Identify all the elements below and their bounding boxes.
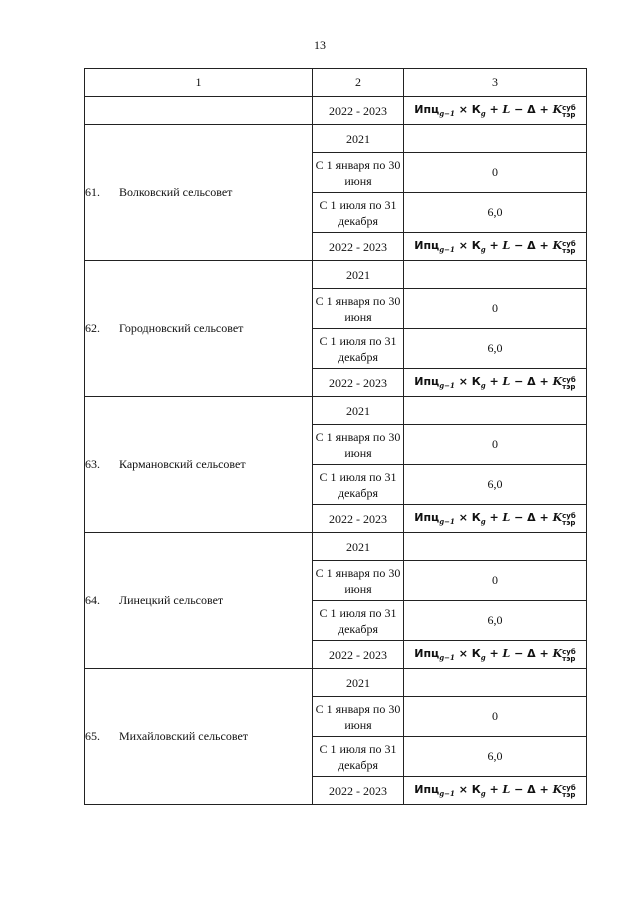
formula-base: Ипц: [414, 239, 440, 252]
section-year-row: [85, 261, 587, 289]
formula-plus-l: + L −: [489, 103, 524, 116]
continued-name-cell: [85, 97, 313, 125]
value-cell: 6,0: [404, 329, 587, 369]
formula-k: К: [471, 783, 481, 796]
formula-times: ×: [458, 103, 468, 116]
formula-plus-l: + L −: [489, 647, 524, 660]
formula-delta: Δ: [527, 783, 536, 796]
formula-kterr: K: [552, 647, 563, 660]
formula-delta: Δ: [527, 511, 536, 524]
section-name: Городновский сельсовет: [119, 321, 244, 335]
empty-cell: [404, 669, 587, 697]
value-cell: 6,0: [404, 465, 587, 505]
formula: [414, 239, 576, 255]
formula-kterr-sup: суб: [562, 784, 576, 792]
formula-plus: +: [539, 103, 549, 116]
formula-k: К: [471, 647, 481, 660]
formula-base: Ипц: [414, 783, 440, 796]
formula-plus: +: [539, 783, 549, 796]
formula-times: ×: [458, 511, 468, 524]
header-row: [85, 69, 587, 97]
formula-base: Ипц: [414, 375, 440, 388]
value-cell: 6,0: [404, 193, 587, 233]
formula-kterr-sup: суб: [562, 512, 576, 520]
section-name-cell: [85, 669, 313, 805]
header-col1: 1: [85, 69, 313, 97]
formula-kterr: K: [552, 783, 563, 796]
section-number: 62.: [85, 321, 100, 335]
section-name-cell: [85, 397, 313, 533]
section-number: 61.: [85, 185, 100, 199]
period-cell: С 1 июля по 31 декабря: [313, 193, 404, 233]
period-cell: С 1 июля по 31 декабря: [313, 737, 404, 777]
section-name-cell: [85, 261, 313, 397]
period-cell: 2021: [313, 397, 404, 425]
formula-base: Ипц: [414, 647, 440, 660]
formula-k: К: [471, 239, 481, 252]
period-cell: С 1 января по 30 июня: [313, 561, 404, 601]
section-year-row: [85, 669, 587, 697]
formula: [414, 783, 576, 799]
empty-cell: [404, 261, 587, 289]
period-cell: 2022 - 2023: [313, 777, 404, 805]
formula-delta: Δ: [527, 647, 536, 660]
formula-kterr-sub: тэр: [562, 791, 576, 799]
section-name-cell: [85, 533, 313, 669]
formula-kterr-sub: тэр: [562, 247, 576, 255]
formula-base: Ипц: [414, 511, 440, 524]
data-table: [84, 68, 587, 805]
formula-plus: +: [539, 239, 549, 252]
value-cell: 0: [404, 697, 587, 737]
formula-base: Ипц: [414, 103, 440, 116]
formula-kterr-sub: тэр: [562, 519, 576, 527]
formula-base-sub: g−1: [439, 109, 455, 118]
formula-cell: [404, 505, 587, 533]
section-year-row: [85, 533, 587, 561]
formula-kterr-sub: тэр: [562, 655, 576, 663]
period-cell: 2021: [313, 669, 404, 697]
formula-kterr: K: [552, 375, 563, 388]
formula-kterr-sub: тэр: [562, 111, 576, 119]
formula-plus-l: + L −: [489, 375, 524, 388]
formula-cell: [404, 777, 587, 805]
section-year-row: [85, 397, 587, 425]
formula-k: К: [471, 103, 481, 116]
formula: [414, 103, 576, 119]
formula-plus: +: [539, 375, 549, 388]
period-cell: 2022 - 2023: [313, 369, 404, 397]
page-number: 13: [314, 38, 326, 52]
formula-kterr-sup: суб: [562, 648, 576, 656]
formula-cell: [404, 641, 587, 669]
formula-k-sub: g: [480, 789, 486, 798]
formula-delta: Δ: [527, 375, 536, 388]
formula-times: ×: [458, 647, 468, 660]
formula-plus-l: + L −: [489, 511, 524, 524]
period-cell: 2022 - 2023: [313, 505, 404, 533]
section-name-cell: [85, 125, 313, 261]
period-cell: 2021: [313, 261, 404, 289]
formula-kterr-sub: тэр: [562, 383, 576, 391]
formula-kterr: K: [552, 103, 563, 116]
formula: [414, 647, 576, 663]
period-cell: С 1 января по 30 июня: [313, 289, 404, 329]
period-cell: 2021: [313, 533, 404, 561]
continued-period: 2022 - 2023: [313, 97, 404, 125]
formula-k-sub: g: [480, 245, 486, 254]
section-number: 65.: [85, 729, 100, 743]
header-col3: 3: [404, 69, 587, 97]
empty-cell: [404, 125, 587, 153]
section-name: Михайловский сельсовет: [119, 729, 249, 743]
formula: [414, 511, 576, 527]
section-number: 63.: [85, 457, 100, 471]
section-name: Кармановский сельсовет: [119, 457, 246, 471]
section-name: Линецкий сельсовет: [119, 593, 224, 607]
period-cell: 2022 - 2023: [313, 233, 404, 261]
formula-times: ×: [458, 375, 468, 388]
formula-delta: Δ: [527, 239, 536, 252]
period-cell: 2022 - 2023: [313, 641, 404, 669]
period-cell: С 1 января по 30 июня: [313, 697, 404, 737]
period-cell: 2021: [313, 125, 404, 153]
formula-k: К: [471, 511, 481, 524]
formula-plus: +: [539, 511, 549, 524]
period-cell: С 1 июля по 31 декабря: [313, 329, 404, 369]
section-year-row: [85, 125, 587, 153]
value-cell: 6,0: [404, 737, 587, 777]
formula: [414, 375, 576, 391]
formula-base-sub: g−1: [439, 245, 455, 254]
formula-k-sub: g: [480, 653, 486, 662]
formula-times: ×: [458, 239, 468, 252]
formula-plus-l: + L −: [489, 239, 524, 252]
formula-base-sub: g−1: [439, 381, 455, 390]
continued-row: [85, 97, 587, 125]
formula-kterr: K: [552, 511, 563, 524]
formula-k-sub: g: [480, 381, 486, 390]
continued-formula-cell: [404, 97, 587, 125]
formula-base-sub: g−1: [439, 789, 455, 798]
section-name: Волковский сельсовет: [119, 185, 233, 199]
period-cell: С 1 января по 30 июня: [313, 425, 404, 465]
value-cell: 6,0: [404, 601, 587, 641]
period-cell: С 1 января по 30 июня: [313, 153, 404, 193]
formula-cell: [404, 233, 587, 261]
empty-cell: [404, 397, 587, 425]
formula-cell: [404, 369, 587, 397]
formula-base-sub: g−1: [439, 517, 455, 526]
formula-plus-l: + L −: [489, 783, 524, 796]
value-cell: 0: [404, 561, 587, 601]
formula-base-sub: g−1: [439, 653, 455, 662]
formula-k: К: [471, 375, 481, 388]
period-cell: С 1 июля по 31 декабря: [313, 465, 404, 505]
formula-kterr-sup: суб: [562, 376, 576, 384]
formula-plus: +: [539, 647, 549, 660]
formula-k-sub: g: [480, 109, 486, 118]
formula-k-sub: g: [480, 517, 486, 526]
formula-kterr-sup: суб: [562, 240, 576, 248]
value-cell: 0: [404, 425, 587, 465]
empty-cell: [404, 533, 587, 561]
value-cell: 0: [404, 153, 587, 193]
formula-times: ×: [458, 783, 468, 796]
formula-delta: Δ: [527, 103, 536, 116]
value-cell: 0: [404, 289, 587, 329]
section-number: 64.: [85, 593, 100, 607]
header-col2: 2: [313, 69, 404, 97]
formula-kterr-sup: суб: [562, 104, 576, 112]
formula-kterr: K: [552, 239, 563, 252]
period-cell: С 1 июля по 31 декабря: [313, 601, 404, 641]
